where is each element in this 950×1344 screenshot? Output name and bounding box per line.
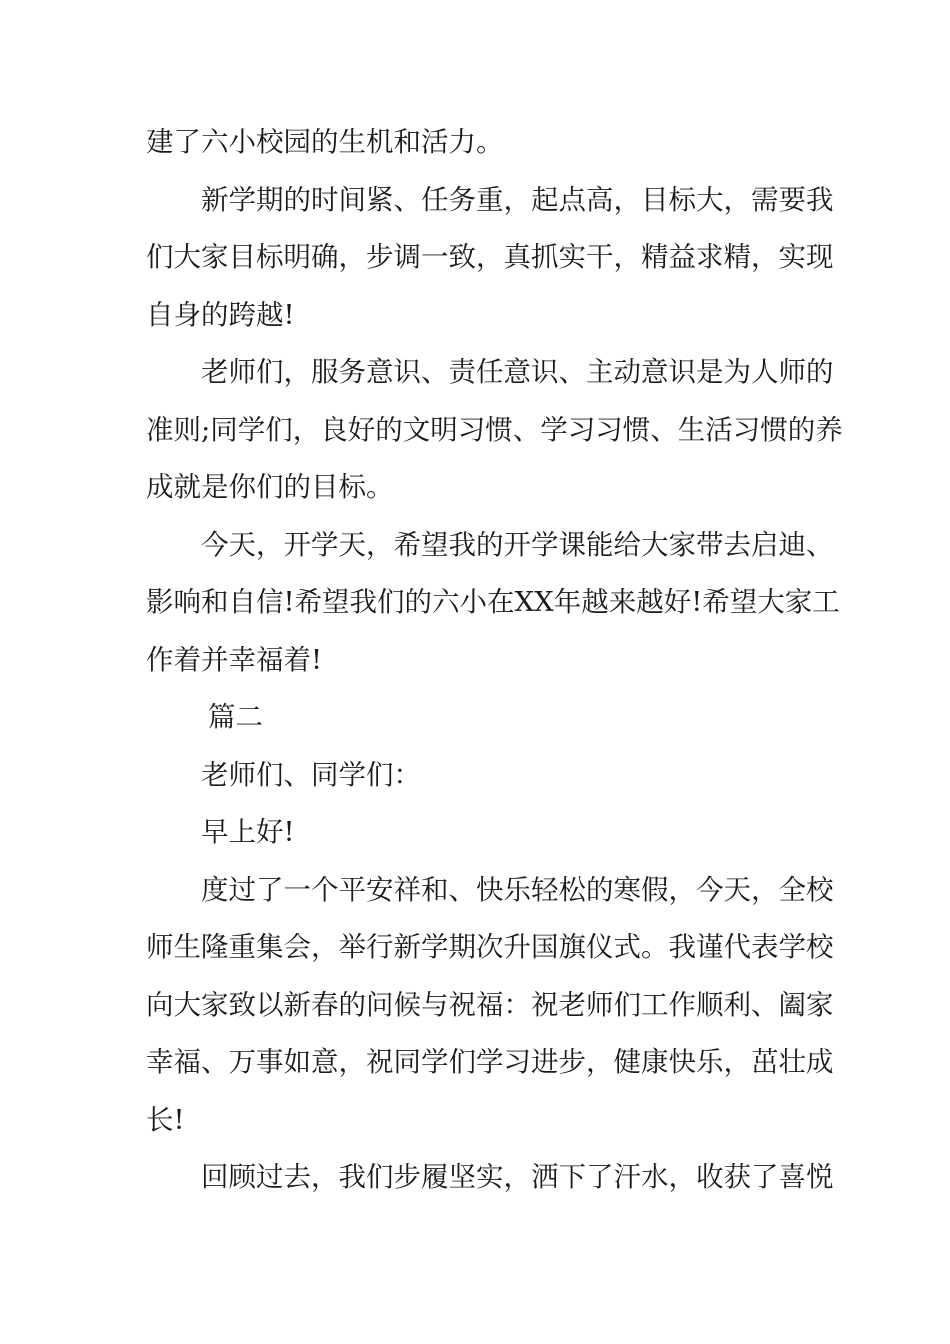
text-line: 幸福、万事如意，祝同学们学习进步，健康快乐，茁壮成 — [146, 1046, 834, 1078]
text-line: 师生隆重集会，举行新学期次升国旗仪式。我谨代表学校 — [146, 931, 834, 963]
text-line: 今天，开学天，希望我的开学课能给大家带去启迪、 — [201, 528, 834, 561]
section-heading: 篇二 — [208, 701, 263, 733]
text-line: 回顾过去，我们步履坚实，洒下了汗水，收获了喜悦 — [201, 1161, 834, 1193]
text-line: 影响和自信!希望我们的六小在XX年越来越好!希望大家工 — [146, 586, 840, 618]
text-line: 长! — [146, 1103, 185, 1136]
text-line: 早上好! — [201, 816, 295, 848]
text-line: 老师们，服务意识、责任意识、主动意识是为人师的 — [201, 356, 834, 388]
text-line: 作着并幸福着! — [146, 643, 323, 676]
text-line: 成就是你们的目标。 — [146, 471, 394, 503]
text-line: 准则;同学们，良好的文明习惯、学习习惯、生活习惯的养 — [146, 413, 843, 446]
text-line: 建了六小校园的生机和活力。 — [146, 126, 504, 158]
text-line: 老师们、同学们： — [201, 758, 421, 791]
document-body — [146, 114, 843, 1207]
text-line: 新学期的时间紧、任务重，起点高，目标大，需要我 — [201, 183, 834, 216]
text-line: 们大家目标明确，步调一致，真抓实干，精益求精，实现 — [146, 241, 834, 273]
text-line: 度过了一个平安祥和、快乐轻松的寒假，今天，全校 — [201, 873, 834, 906]
text-line: 向大家致以新春的问候与祝福：祝老师们工作顺利、阖家 — [146, 988, 834, 1021]
text-line: 自身的跨越! — [146, 298, 295, 331]
